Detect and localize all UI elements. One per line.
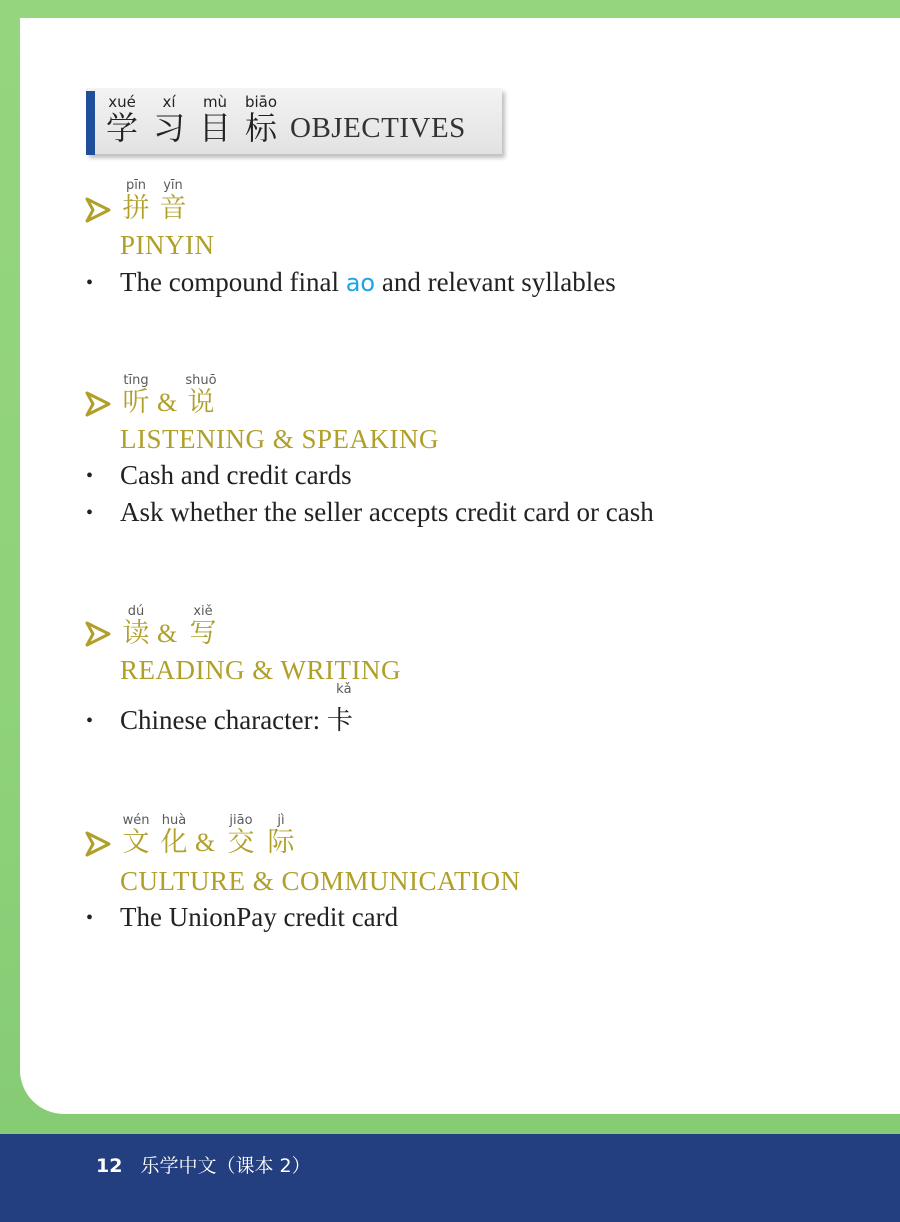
bullet-item: Ask whether the seller accepts credit card or cash bbox=[120, 497, 654, 527]
section-char: 拼 bbox=[122, 193, 150, 224]
section-pinyin: tīng bbox=[123, 373, 149, 388]
bullet-item bbox=[120, 266, 616, 299]
section-pinyin: pīn bbox=[125, 178, 147, 193]
arrow-bullet-icon bbox=[84, 390, 112, 418]
bullet-text-part: Chinese character: bbox=[120, 705, 327, 735]
section-heading-listening-speaking: LISTENING & SPEAKING bbox=[120, 424, 439, 454]
character-glyph: 卡 bbox=[326, 706, 353, 736]
section-heading-reading-writing: READING & WRITING bbox=[120, 655, 401, 685]
section-pinyin: jì bbox=[277, 813, 285, 828]
pinyin-highlight: ao bbox=[345, 269, 376, 297]
bullet-dot-icon: • bbox=[86, 272, 94, 294]
header-char: 习 bbox=[152, 109, 185, 147]
header-pinyin: biāo bbox=[244, 93, 278, 111]
arrow-bullet-icon bbox=[84, 830, 112, 858]
section-pinyin: xiě bbox=[193, 604, 213, 619]
section-pinyin: wén bbox=[122, 813, 150, 828]
bullet-text-part: The compound final bbox=[120, 267, 346, 297]
arrow-bullet-icon bbox=[84, 196, 112, 224]
section-pinyin: dú bbox=[127, 604, 145, 619]
section-char: 音 bbox=[159, 193, 187, 224]
header-char: 目 bbox=[198, 109, 231, 147]
objectives-header-bar bbox=[86, 91, 95, 155]
objectives-title: OBJECTIVES bbox=[290, 112, 466, 144]
section-char: 文 bbox=[122, 827, 150, 858]
header-pinyin: xí bbox=[162, 93, 176, 111]
section-char: 听 bbox=[122, 387, 150, 418]
character-pinyin: kǎ bbox=[336, 682, 352, 697]
section-char: 际 bbox=[267, 827, 295, 858]
section-char: 写 bbox=[189, 618, 217, 649]
bullet-dot-icon: • bbox=[86, 465, 94, 487]
bullet-dot-icon: • bbox=[86, 710, 94, 732]
bullet-item: The UnionPay credit card bbox=[120, 902, 399, 932]
chinese-character bbox=[326, 682, 361, 737]
section-char: 读 bbox=[122, 618, 150, 649]
section-pinyin: jiāo bbox=[229, 813, 253, 828]
bullet-item bbox=[120, 682, 361, 737]
book-title: 乐学中文（课本 2） bbox=[140, 1155, 311, 1177]
footer bbox=[96, 1151, 311, 1178]
section-heading-pinyin: PINYIN bbox=[120, 230, 215, 260]
section-heading-culture-communication: CULTURE & COMMUNICATION bbox=[120, 866, 521, 896]
bullet-item: Cash and credit cards bbox=[120, 460, 352, 490]
section-pinyin: huà bbox=[161, 813, 187, 828]
header-pinyin: xué bbox=[108, 93, 136, 111]
ampersand: & bbox=[157, 388, 178, 417]
header-char: 学 bbox=[105, 109, 138, 147]
bullet-dot-icon: • bbox=[86, 502, 94, 524]
header-char: 标 bbox=[244, 109, 277, 147]
section-char: 说 bbox=[187, 387, 215, 418]
section-pinyin: yīn bbox=[163, 178, 183, 193]
footer-band bbox=[0, 1134, 900, 1222]
ampersand: & bbox=[195, 828, 216, 857]
section-char: 化 bbox=[160, 827, 188, 858]
header-pinyin: mù bbox=[202, 93, 228, 111]
ampersand: & bbox=[157, 619, 178, 648]
bullet-dot-icon: • bbox=[86, 907, 94, 929]
bullet-text-part: and relevant syllables bbox=[375, 267, 616, 297]
section-char: 交 bbox=[227, 827, 255, 858]
arrow-bullet-icon bbox=[84, 620, 112, 648]
section-pinyin: shuō bbox=[185, 373, 217, 388]
page-number: 12 bbox=[96, 1155, 123, 1177]
